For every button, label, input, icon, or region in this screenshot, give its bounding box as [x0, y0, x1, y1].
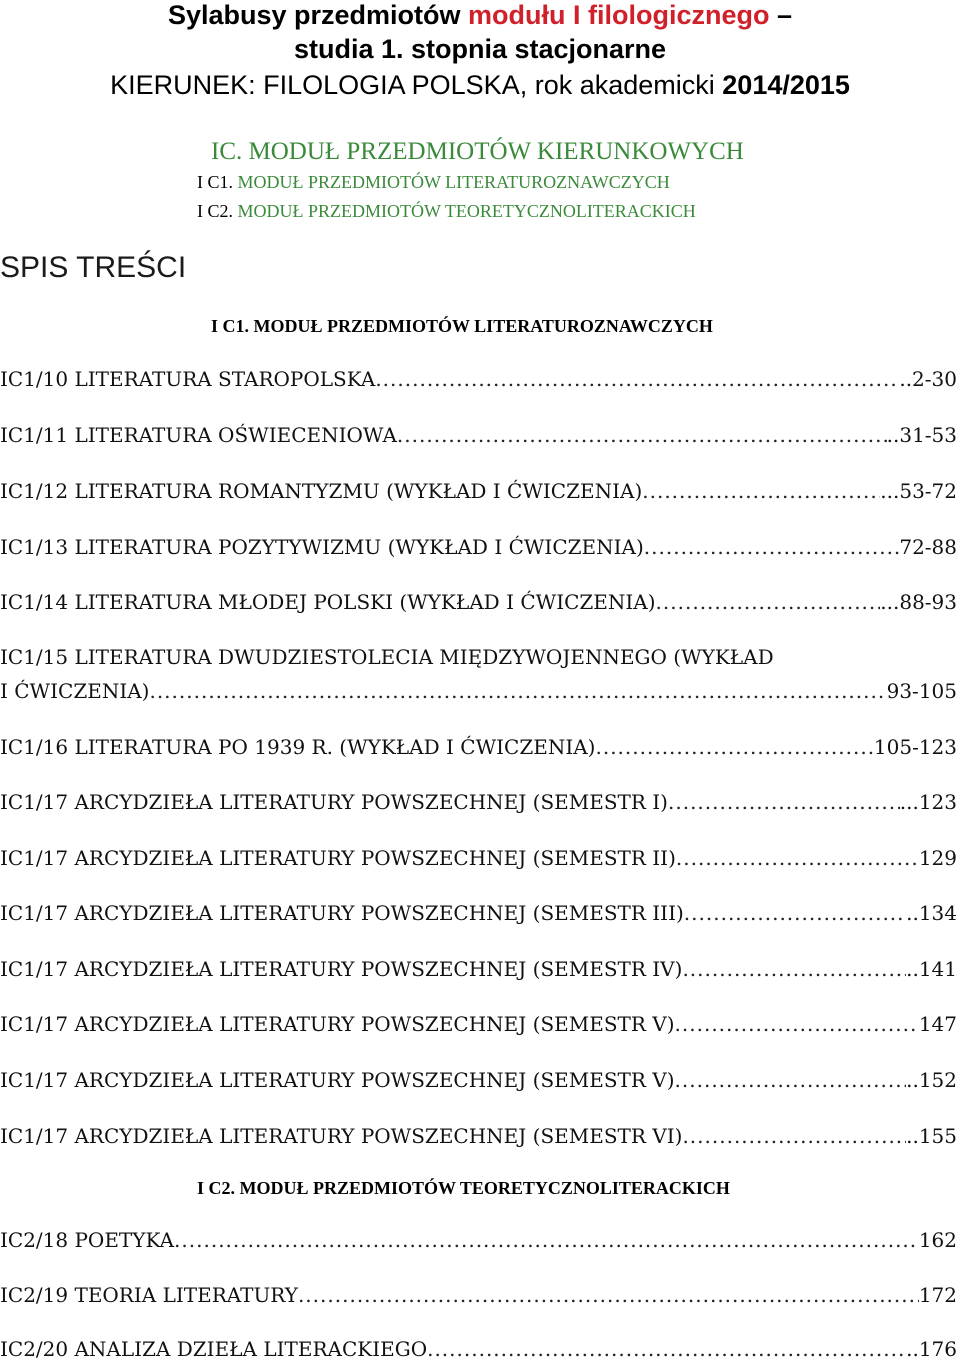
toc-entry-page: ..141 — [906, 957, 957, 981]
header-line-1-highlight: modułu I filologicznego — [468, 0, 770, 30]
toc-entry-label: IC1/12 LITERATURA ROMANTYZMU (WYKŁAD I ĆWICZENIA) — [0, 479, 643, 503]
toc-entry-page: ..152 — [906, 1068, 957, 1092]
toc-leader — [298, 1283, 919, 1307]
toc-entry-page: 162 — [918, 1228, 957, 1252]
header-line-3-a: KIERUNEK: FILOLOGIA POLSKA, rok akademicki — [110, 70, 723, 100]
section-heading-c2: I C2. MODUŁ PRZEDMIOTÓW TEORETYCZNOLITERACKICH — [197, 1178, 730, 1198]
toc-entry-label: IC1/17 ARCYDZIEŁA LITERATURY POWSZECHNEJ (SEMESTR V) — [0, 1068, 675, 1092]
toc-leader — [676, 846, 919, 870]
toc-leader — [149, 679, 886, 703]
toc-entry-3[interactable] — [0, 479, 957, 503]
toc-entry-label: IC1/17 ARCYDZIEŁA LITERATURY POWSZECHNEJ (SEMESTR IV) — [0, 957, 683, 981]
toc-entry-label: IC1/16 LITERATURA PO 1939 R. (WYKŁAD I ĆWICZENIA) — [0, 735, 596, 759]
toc-entry-6[interactable] — [0, 679, 957, 703]
module-sub-1-rest: MODUŁ PRZEDMIOTÓW LITERATUROZNAWCZYCH — [233, 172, 670, 192]
toc-entry-page: 172 — [918, 1283, 957, 1307]
module-sub-2 — [197, 201, 696, 222]
toc-entry-label: IC2/18 POETYKA — [0, 1228, 175, 1252]
toc-entry-page: ...53-72 — [880, 479, 957, 503]
toc-entry-label: IC1/17 ARCYDZIEŁA LITERATURY POWSZECHNEJ (SEMESTR III) — [0, 901, 684, 925]
toc-entry-17[interactable] — [0, 1337, 957, 1361]
toc-entry-16[interactable] — [0, 1283, 957, 1307]
toc-entry-1[interactable] — [0, 367, 957, 391]
toc-entry-label: IC1/17 ARCYDZIEŁA LITERATURY POWSZECHNEJ (SEMESTR V) — [0, 1012, 675, 1036]
toc-leader — [427, 1337, 906, 1361]
toc-entry-label: I ĆWICZENIA) — [0, 679, 150, 703]
toc-entry-label: IC1/17 ARCYDZIEŁA LITERATURY POWSZECHNEJ (SEMESTR VI) — [0, 1124, 683, 1148]
toc-entry-label: IC1/17 ARCYDZIEŁA LITERATURY POWSZECHNEJ (SEMESTR I) — [0, 790, 668, 814]
header-line-1-c: – — [769, 0, 793, 30]
toc-entry-page: ..176 — [906, 1337, 957, 1361]
toc-leader — [644, 535, 900, 559]
module-title: IC. MODUŁ PRZEDMIOTÓW KIERUNKOWYCH — [211, 138, 744, 165]
toc-entry-label: IC1/11 LITERATURA OŚWIECENIOWA — [0, 423, 397, 447]
module-sub-1 — [197, 172, 670, 193]
toc-leader — [656, 590, 881, 614]
toc-entry-14[interactable] — [0, 1124, 957, 1148]
toc-entry-page: ...88-93 — [880, 590, 957, 614]
toc-leader — [642, 479, 880, 503]
toc-entry-label: IC1/13 LITERATURA POZYTYWIZMU (WYKŁAD I ĆWICZENIA) — [0, 535, 644, 559]
toc-entry-11[interactable] — [0, 957, 957, 981]
toc-entry-page: ...123 — [899, 790, 957, 814]
toc-leader — [174, 1228, 919, 1252]
toc-entry-9[interactable] — [0, 846, 957, 870]
toc-leader — [595, 735, 873, 759]
module-sub-2-rest: MODUŁ PRZEDMIOTÓW TEORETYCZNOLITERACKICH — [233, 201, 696, 221]
toc-entry-label: IC1/10 LITERATURA STAROPOLSKA — [0, 367, 376, 391]
toc-entry-5[interactable] — [0, 590, 957, 614]
toc-entry-12[interactable] — [0, 1012, 957, 1036]
toc-entry-page: ..155 — [906, 1124, 957, 1148]
toc-leader — [684, 901, 906, 925]
toc-entry-page: ..2-30 — [899, 367, 957, 391]
toc-entry-page: 93-105 — [886, 679, 957, 703]
toc-leader — [682, 957, 906, 981]
header-line-2: studia 1. stopnia stacjonarne — [293, 34, 667, 64]
toc-entry-15[interactable] — [0, 1228, 957, 1252]
header-line-1 — [0, 0, 960, 31]
toc-leader — [668, 790, 900, 814]
toc-entry-7[interactable] — [0, 735, 957, 759]
toc-entry-label: IC1/14 LITERATURA MŁODEJ POLSKI (WYKŁAD I ĆWICZENIA) — [0, 590, 656, 614]
toc-leader — [682, 1124, 906, 1148]
toc-leader — [397, 423, 887, 447]
module-sub-1-prefix: I C1. — [197, 172, 233, 192]
toc-entry-label: IC2/20 ANALIZA DZIEŁA LITERACKIEGO — [0, 1337, 428, 1361]
toc-leader — [675, 1068, 907, 1092]
module-sub-2-prefix: I C2. — [197, 201, 233, 221]
toc-entry-2[interactable] — [0, 423, 957, 447]
table-of-contents-heading: SPIS TREŚCI — [0, 251, 187, 284]
toc-entry-page: 72-88 — [899, 535, 957, 559]
toc-entry-page: 105-123 — [873, 735, 957, 759]
toc-entry-label: IC1/17 ARCYDZIEŁA LITERATURY POWSZECHNEJ (SEMESTR II) — [0, 846, 676, 870]
toc-entry-10[interactable] — [0, 901, 957, 925]
toc-entry-4[interactable] — [0, 535, 957, 559]
header-line-3-year: 2014/2015 — [722, 70, 850, 100]
header-line-1-a: Sylabusy przedmiotów — [167, 0, 469, 30]
toc-entry-8[interactable] — [0, 790, 957, 814]
section-heading-c1: I C1. MODUŁ PRZEDMIOTÓW LITERATUROZNAWCZYCH — [211, 316, 713, 336]
toc-leader — [675, 1012, 919, 1036]
header-line-3 — [0, 70, 960, 101]
toc-entry-6-line-1[interactable]: IC1/15 LITERATURA DWUDZIESTOLECIA MIĘDZYWOJENNEGO (WYKŁAD — [0, 645, 774, 669]
toc-leader — [375, 367, 899, 391]
toc-entry-page: 147 — [918, 1012, 957, 1036]
toc-entry-label: IC2/19 TEORIA LITERATURY — [0, 1283, 298, 1307]
toc-entry-13[interactable] — [0, 1068, 957, 1092]
toc-entry-page: ..31-53 — [886, 423, 957, 447]
toc-entry-page: ..134 — [906, 901, 957, 925]
toc-entry-page: 129 — [918, 846, 957, 870]
